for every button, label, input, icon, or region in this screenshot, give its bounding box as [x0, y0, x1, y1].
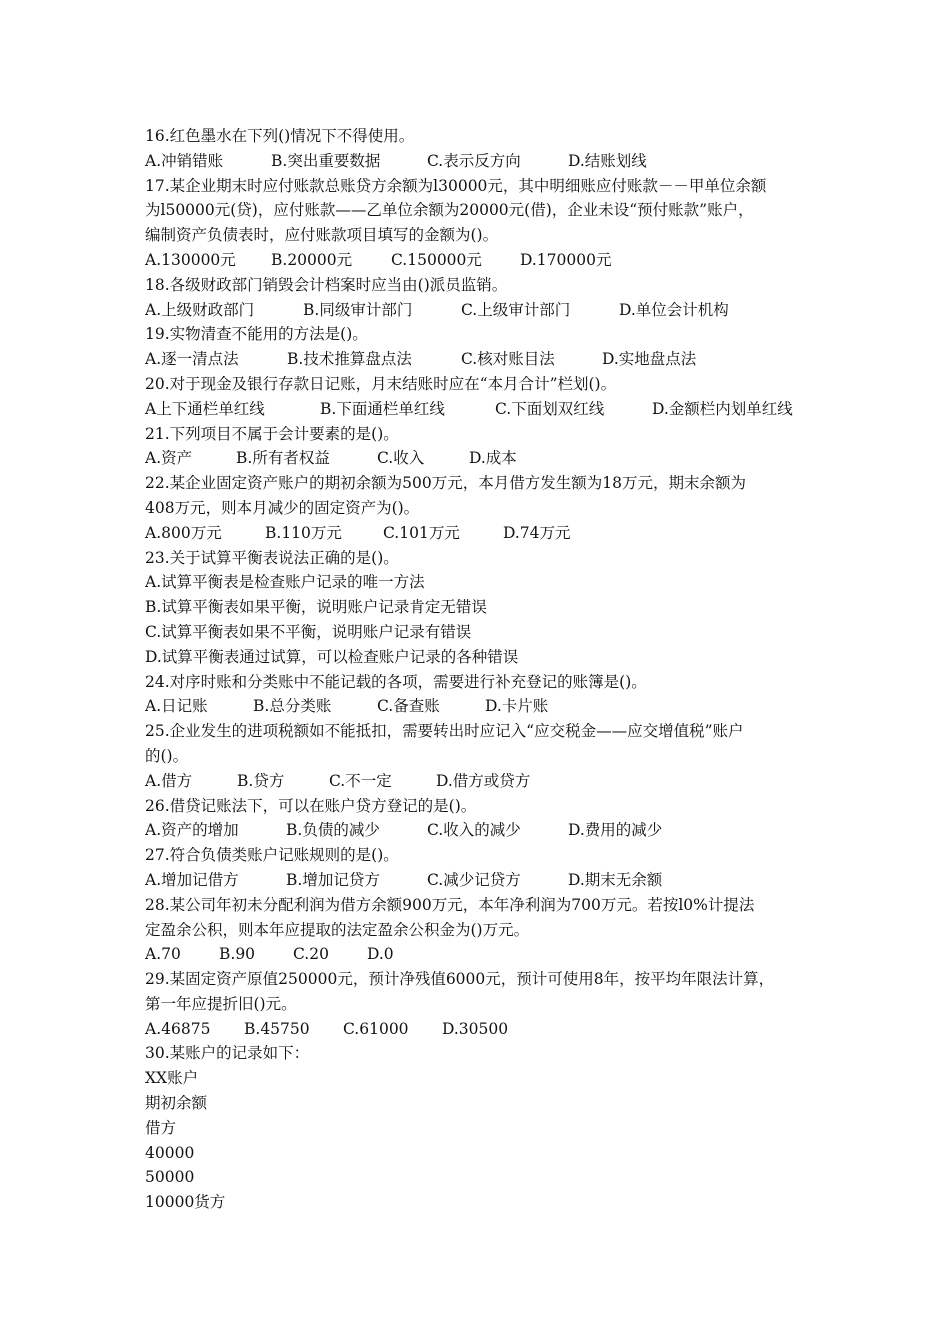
- option-row: [145, 149, 815, 174]
- answer-option: B.下面通栏单红线: [320, 399, 445, 418]
- text-line: 25.企业发生的进项税额如不能抵扣，需要转出时应记入“应交税金——应交增值税”账户: [145, 722, 744, 741]
- answer-option: A.借方: [145, 771, 193, 790]
- answer-option: C.101万元: [383, 523, 460, 542]
- answer-option: A.800万元: [145, 523, 222, 542]
- option-row: [145, 942, 815, 967]
- text-line: 19.实物清查不能用的方法是()。: [145, 325, 368, 344]
- text-line: 22.某企业固定资产账户的期初余额为500万元，本月借方发生额为18万元，期末余额为: [145, 474, 746, 493]
- question-list: [145, 124, 815, 1215]
- answer-option: A.130000元: [145, 250, 236, 269]
- answer-option: C.收入: [377, 449, 425, 468]
- text-line: 10000货方: [145, 1193, 226, 1212]
- answer-option: B.技术推算盘点法: [287, 350, 412, 369]
- answer-option: D.0: [367, 945, 394, 964]
- answer-option: C.20: [293, 945, 329, 964]
- text-line: 为l50000元(贷)，应付账款——乙单位余额为20000元(借)，企业未设“预付账款”账户，: [145, 201, 754, 220]
- text-line: 29.某固定资产原值250000元，预计净残值6000元，预计可使用8年，按平均年限法计算，: [145, 970, 775, 989]
- answer-option: A上下通栏单红线: [145, 399, 265, 418]
- answer-option: B.所有者权益: [236, 449, 330, 468]
- answer-option: D.实地盘点法: [602, 350, 697, 369]
- text-line: 27.符合负债类账户记账规则的是()。: [145, 846, 399, 865]
- option-row: [145, 818, 815, 843]
- text-line: 期初余额: [145, 1094, 208, 1113]
- answer-option: C.上级审计部门: [461, 300, 571, 319]
- text-line: 17.某企业期末时应付账款总账贷方余额为l30000元，其中明细账应付账款－－甲单位余额: [145, 176, 767, 195]
- answer-option: D.30500: [442, 1019, 509, 1038]
- answer-option: C.核对账目法: [461, 350, 555, 369]
- answer-option: A.资产的增加: [145, 821, 239, 840]
- answer-option: A.46875: [145, 1019, 211, 1038]
- text-line: 40000: [145, 1143, 195, 1162]
- option-row: [145, 248, 815, 273]
- text-line: D.试算平衡表通过试算，可以检查账户记录的各种错误: [145, 647, 519, 666]
- text-line: 28.某公司年初未分配利润为借方余额900万元，本年净利润为700万元。若按l0%计提法: [145, 895, 755, 914]
- answer-option: A.增加记借方: [145, 870, 239, 889]
- answer-option: A.逐一清点法: [145, 350, 239, 369]
- option-row: [145, 446, 815, 471]
- answer-option: C.150000元: [391, 250, 482, 269]
- text-line: 30.某账户的记录如下：: [145, 1044, 310, 1063]
- option-row: [145, 347, 815, 372]
- text-line: 编制资产负债表时，应付账款项目填写的金额为()。: [145, 226, 499, 245]
- answer-option: B.同级审计部门: [303, 300, 413, 319]
- text-line: 16.红色墨水在下列()情况下不得使用。: [145, 127, 415, 145]
- option-row: [145, 298, 815, 323]
- text-line: 408万元，则本月减少的固定资产为()。: [145, 498, 420, 517]
- option-row: [145, 521, 815, 546]
- answer-option: D.成本: [469, 449, 517, 468]
- answer-option: C.61000: [343, 1019, 409, 1038]
- answer-option: A.资产: [145, 449, 193, 468]
- text-line: 的()。: [145, 746, 189, 765]
- answer-option: B.突出重要数据: [271, 151, 381, 170]
- text-line: 第一年应提折旧()元。: [145, 994, 297, 1013]
- option-row: [145, 769, 815, 794]
- text-line: 定盈余公积，则本年应提取的法定盈余公积金为()万元。: [145, 920, 530, 939]
- answer-option: B.增加记贷方: [286, 870, 380, 889]
- option-row: [145, 868, 815, 893]
- answer-option: D.卡片账: [485, 697, 549, 716]
- answer-option: D.期末无余额: [568, 870, 663, 889]
- answer-option: B.45750: [244, 1019, 310, 1038]
- answer-option: C.不一定: [329, 771, 392, 790]
- answer-option: A.70: [145, 945, 181, 964]
- answer-option: C.减少记贷方: [427, 870, 521, 889]
- answer-option: C.表示反方向: [427, 151, 521, 170]
- text-line: 50000: [145, 1168, 195, 1187]
- answer-option: B.20000元: [271, 250, 353, 269]
- answer-option: D.74万元: [503, 523, 571, 542]
- text-line: 18.各级财政部门销毁会计档案时应当由()派员监销。: [145, 275, 508, 294]
- option-row: [145, 397, 815, 422]
- answer-option: A.上级财政部门: [145, 300, 255, 319]
- answer-option: A.日记账: [145, 697, 208, 716]
- answer-option: C.收入的减少: [427, 821, 521, 840]
- answer-option: D.170000元: [520, 250, 612, 269]
- answer-option: D.费用的减少: [568, 821, 663, 840]
- text-line: 24.对序时账和分类账中不能记载的各项，需要进行补充登记的账簿是()。: [145, 672, 647, 691]
- text-line: 23.关于试算平衡表说法正确的是()。: [145, 548, 399, 567]
- text-line: B.试算平衡表如果平衡，说明账户记录肯定无错误: [145, 598, 487, 617]
- text-line: XX账户: [145, 1069, 199, 1088]
- text-line: A.试算平衡表是检查账户记录的唯一方法: [145, 573, 425, 592]
- document-page: [145, 124, 815, 1215]
- text-line: 21.下列项目不属于会计要素的是()。: [145, 424, 399, 443]
- answer-option: D.金额栏内划单红线: [652, 399, 793, 418]
- text-line: 借方: [145, 1118, 177, 1137]
- text-line: 20.对于现金及银行存款日记账，月末结账时应在“本月合计”栏划()。: [145, 374, 617, 393]
- answer-option: D.借方或贷方: [436, 771, 531, 790]
- text-line: 26.借贷记账法下，可以在账户贷方登记的是()。: [145, 796, 477, 815]
- answer-option: C.备查账: [377, 697, 440, 716]
- text-line: C.试算平衡表如果不平衡，说明账户记录有错误: [145, 622, 472, 641]
- option-row: [145, 1017, 815, 1042]
- answer-option: D.结账划线: [568, 151, 647, 170]
- answer-option: D.单位会计机构: [619, 300, 729, 319]
- option-row: [145, 694, 815, 719]
- answer-option: B.负债的减少: [286, 821, 380, 840]
- answer-option: B.贷方: [237, 771, 285, 790]
- answer-option: B.90: [219, 945, 256, 964]
- answer-option: C.下面划双红线: [495, 399, 605, 418]
- answer-option: B.总分类账: [253, 697, 332, 716]
- answer-option: A.冲销错账: [145, 151, 224, 170]
- answer-option: B.110万元: [265, 523, 342, 542]
